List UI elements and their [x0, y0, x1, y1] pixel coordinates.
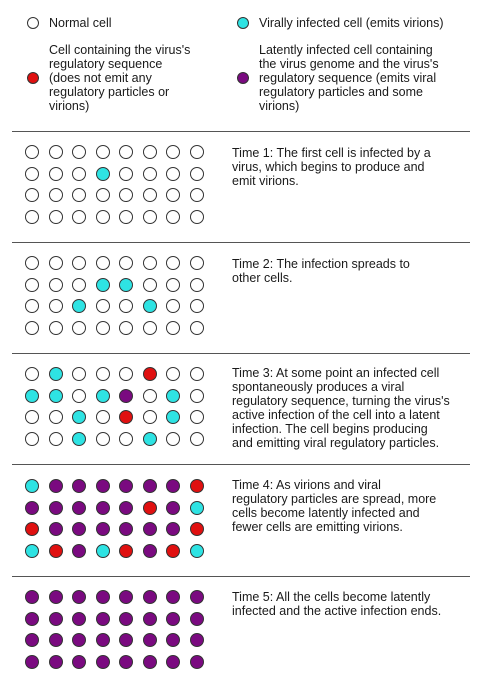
infected-cell	[166, 410, 180, 424]
normal-cell	[96, 145, 110, 159]
latent-cell	[96, 655, 110, 669]
normal-cell-legend-icon	[27, 17, 39, 29]
latent-cell	[166, 655, 180, 669]
latent-cell	[143, 522, 157, 536]
normal-cell	[166, 299, 180, 313]
latent-cell	[119, 389, 133, 403]
infected-cell	[72, 299, 86, 313]
latent-cell	[96, 633, 110, 647]
latent-cell	[143, 612, 157, 626]
latent-cell	[143, 633, 157, 647]
normal-cell	[96, 299, 110, 313]
normal-cell	[190, 256, 204, 270]
infected-cell	[25, 479, 39, 493]
latent-cell	[190, 590, 204, 604]
divider	[12, 131, 470, 132]
infected-cell	[190, 544, 204, 558]
infected-cell	[143, 299, 157, 313]
infected-cell	[96, 544, 110, 558]
infected-cell-legend-label: Virally infected cell (emits virions)	[259, 16, 444, 30]
latent-cell	[72, 633, 86, 647]
latent-cell	[166, 612, 180, 626]
normal-cell	[119, 145, 133, 159]
normal-cell	[143, 145, 157, 159]
latent-cell	[96, 612, 110, 626]
normal-cell	[119, 188, 133, 202]
regulatory-cell	[49, 544, 63, 558]
latent-cell	[166, 633, 180, 647]
normal-cell	[166, 256, 180, 270]
infected-cell	[25, 544, 39, 558]
latent-cell	[72, 479, 86, 493]
latent-cell	[119, 522, 133, 536]
latent-cell	[143, 544, 157, 558]
infected-cell	[119, 278, 133, 292]
normal-cell	[25, 188, 39, 202]
normal-cell	[166, 188, 180, 202]
infected-cell	[143, 432, 157, 446]
normal-cell	[96, 188, 110, 202]
normal-cell	[166, 321, 180, 335]
normal-cell	[143, 278, 157, 292]
latent-cell	[190, 612, 204, 626]
normal-cell	[143, 256, 157, 270]
normal-cell	[25, 299, 39, 313]
latent-cell	[49, 590, 63, 604]
normal-cell	[190, 321, 204, 335]
latent-cell	[25, 501, 39, 515]
normal-cell	[72, 256, 86, 270]
normal-cell	[49, 299, 63, 313]
normal-cell	[49, 410, 63, 424]
normal-cell	[49, 321, 63, 335]
normal-cell	[25, 278, 39, 292]
latent-cell	[72, 544, 86, 558]
normal-cell	[25, 167, 39, 181]
regulatory-cell	[143, 367, 157, 381]
normal-cell	[25, 321, 39, 335]
divider	[12, 576, 470, 577]
normal-cell	[119, 167, 133, 181]
normal-cell	[96, 321, 110, 335]
normal-cell	[96, 367, 110, 381]
latent-cell	[25, 633, 39, 647]
infected-cell	[166, 389, 180, 403]
normal-cell	[166, 432, 180, 446]
normal-cell	[96, 432, 110, 446]
latent-cell	[119, 633, 133, 647]
normal-cell	[166, 278, 180, 292]
normal-cell	[72, 278, 86, 292]
infected-cell	[49, 367, 63, 381]
latent-cell	[190, 655, 204, 669]
latent-cell	[25, 612, 39, 626]
latent-cell	[119, 612, 133, 626]
normal-cell	[25, 367, 39, 381]
normal-cell	[119, 256, 133, 270]
latent-cell	[49, 633, 63, 647]
infected-cell	[49, 389, 63, 403]
infected-cell	[25, 389, 39, 403]
latent-cell	[49, 501, 63, 515]
normal-cell	[143, 321, 157, 335]
latent-cell	[119, 590, 133, 604]
latent-cell	[49, 479, 63, 493]
normal-cell	[49, 145, 63, 159]
latent-cell	[72, 522, 86, 536]
normal-cell	[49, 278, 63, 292]
normal-cell	[190, 278, 204, 292]
latent-cell	[49, 612, 63, 626]
normal-cell	[190, 389, 204, 403]
normal-cell	[190, 367, 204, 381]
normal-cell	[96, 410, 110, 424]
normal-cell	[190, 432, 204, 446]
latent-cell	[96, 522, 110, 536]
normal-cell	[25, 410, 39, 424]
normal-cell	[143, 410, 157, 424]
time-5-description: Time 5: All the cells become latently infected and the active infection ends.	[232, 590, 442, 618]
normal-cell	[166, 145, 180, 159]
latent-cell	[72, 590, 86, 604]
normal-cell	[190, 188, 204, 202]
normal-cell	[190, 145, 204, 159]
regulatory-cell	[25, 522, 39, 536]
regulatory-cell	[119, 410, 133, 424]
time-4-description: Time 4: As virions and viral regulatory particles are spread, more cells become latently infected and fewer cells are emitting virions.	[232, 478, 437, 534]
normal-cell	[119, 321, 133, 335]
normal-cell	[49, 167, 63, 181]
normal-cell	[119, 299, 133, 313]
normal-cell	[49, 256, 63, 270]
normal-cell	[25, 210, 39, 224]
latent-cell	[96, 590, 110, 604]
normal-cell	[190, 299, 204, 313]
regulatory-cell	[166, 544, 180, 558]
latent-cell	[119, 501, 133, 515]
regulatory-cell	[190, 479, 204, 493]
latent-cell	[49, 522, 63, 536]
time-3-description: Time 3: At some point an infected cell spontaneously produces a viral regulatory sequence, turning the virus's active infection of the cell into a latent infection. The cell begins producing and emitting viral regulatory particles.	[232, 366, 450, 450]
normal-cell	[143, 210, 157, 224]
latent-cell	[25, 590, 39, 604]
latent-cell	[166, 479, 180, 493]
normal-cell	[49, 210, 63, 224]
latent-cell	[49, 655, 63, 669]
infected-cell-legend-icon	[237, 17, 249, 29]
normal-cell	[143, 167, 157, 181]
infected-cell	[190, 501, 204, 515]
normal-cell	[72, 389, 86, 403]
normal-cell	[25, 432, 39, 446]
latent-cell	[119, 655, 133, 669]
infected-cell	[72, 410, 86, 424]
infected-cell	[96, 278, 110, 292]
normal-cell	[49, 432, 63, 446]
divider	[12, 242, 470, 243]
normal-cell	[119, 367, 133, 381]
latent-cell	[72, 655, 86, 669]
latent-cell	[143, 479, 157, 493]
normal-cell	[166, 210, 180, 224]
regulatory-cell	[143, 501, 157, 515]
divider	[12, 464, 470, 465]
normal-cell	[72, 167, 86, 181]
latent-cell	[72, 501, 86, 515]
latent-cell	[96, 479, 110, 493]
latent-cell	[72, 612, 86, 626]
normal-cell	[25, 145, 39, 159]
normal-cell	[96, 256, 110, 270]
time-2-description: Time 2: The infection spreads to other cells.	[232, 257, 410, 285]
latent-cell-legend-label: Latently infected cell containing the virus genome and the virus's regulatory sequence (emits viral regulatory particles and some virions)	[259, 43, 439, 113]
normal-cell	[143, 389, 157, 403]
normal-cell	[166, 367, 180, 381]
time-1-description: Time 1: The first cell is infected by a virus, which begins to produce and emit virions.	[232, 146, 431, 188]
normal-cell	[72, 210, 86, 224]
normal-cell	[190, 167, 204, 181]
normal-cell	[143, 188, 157, 202]
latent-cell	[143, 655, 157, 669]
latent-cell-legend-icon	[237, 72, 249, 84]
normal-cell	[72, 145, 86, 159]
regulatory-cell-legend-icon	[27, 72, 39, 84]
normal-cell	[190, 210, 204, 224]
normal-cell	[72, 321, 86, 335]
normal-cell	[96, 210, 110, 224]
normal-cell	[72, 188, 86, 202]
latent-cell	[143, 590, 157, 604]
normal-cell	[49, 188, 63, 202]
divider	[12, 353, 470, 354]
regulatory-cell-legend-label: Cell containing the virus's regulatory sequence (does not emit any regulatory particles or virions)	[49, 43, 191, 113]
normal-cell-legend-label: Normal cell	[49, 16, 112, 30]
infected-cell	[96, 167, 110, 181]
normal-cell	[119, 210, 133, 224]
latent-cell	[190, 633, 204, 647]
latent-cell	[166, 501, 180, 515]
latent-cell	[166, 522, 180, 536]
regulatory-cell	[190, 522, 204, 536]
latent-cell	[166, 590, 180, 604]
infected-cell	[96, 389, 110, 403]
latent-cell	[25, 655, 39, 669]
normal-cell	[119, 432, 133, 446]
normal-cell	[166, 167, 180, 181]
normal-cell	[190, 410, 204, 424]
normal-cell	[72, 367, 86, 381]
normal-cell	[25, 256, 39, 270]
latent-cell	[119, 479, 133, 493]
infected-cell	[72, 432, 86, 446]
latent-cell	[96, 501, 110, 515]
regulatory-cell	[119, 544, 133, 558]
